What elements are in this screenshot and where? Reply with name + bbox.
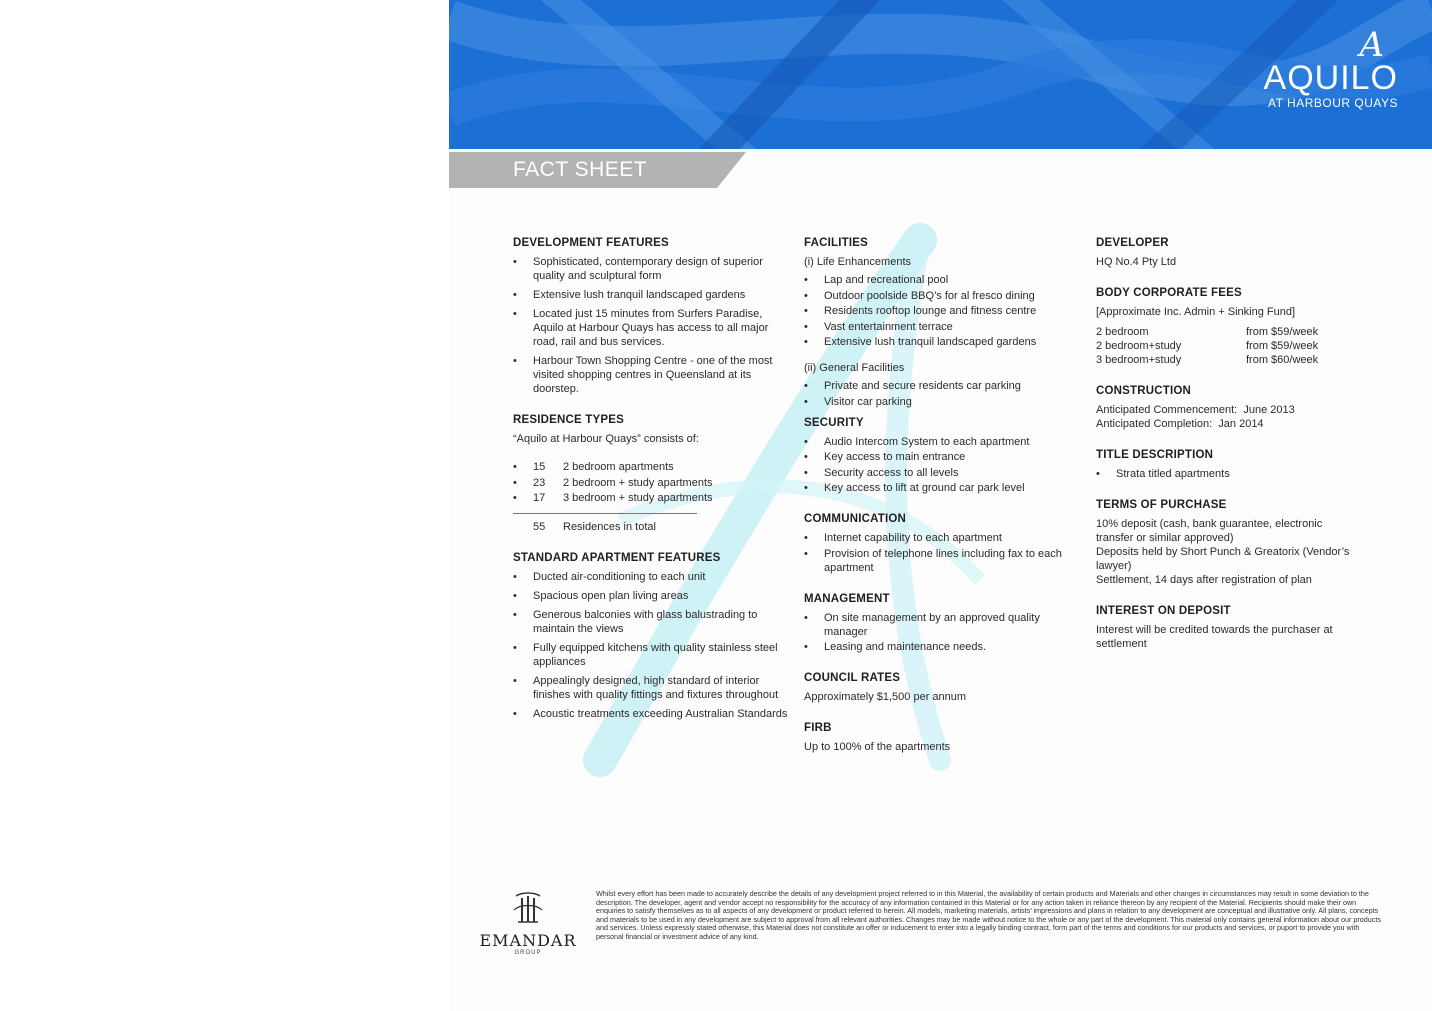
list-item: • On site management by an approved quality manager [804, 611, 1074, 639]
firb-value: Up to 100% of the apartments [804, 741, 951, 753]
list-item: • Ducted air-conditioning to each unit [513, 570, 793, 584]
list-item: • Residents rooftop lounge and fitness centre [804, 304, 1074, 318]
list-item: • Sophisticated, contemporary design of superior quality and sculptural form [513, 255, 793, 283]
fee-type: 3 bedroom+study [1096, 354, 1182, 366]
security-heading: SECURITY [804, 416, 864, 429]
development-features-section [513, 236, 793, 396]
developer-heading: DEVELOPER [1096, 237, 1169, 249]
list-item: • Provision of telephone lines including fax to each apartment [804, 547, 1074, 575]
management-heading: MANAGEMENT [804, 592, 890, 605]
facilities-section [804, 236, 1074, 409]
life-enhancements-label: (i) Life Enhancements [804, 256, 911, 268]
column-middle [804, 236, 1074, 771]
list-item: • Private and secure residents car parking [804, 379, 1074, 393]
security-section [804, 416, 1074, 496]
terms-heading: TERMS OF PURCHASE [1096, 499, 1227, 511]
council-rates-heading: COUNCIL RATES [804, 672, 901, 684]
communication-section [804, 512, 1074, 575]
list-item: • Vast entertainment terrace [804, 320, 1074, 334]
residence-types-heading: RESIDENCE TYPES [513, 414, 624, 426]
council-rates-value: Approximately $1,500 per annum [804, 691, 967, 703]
body-corporate-section [1096, 286, 1356, 367]
list-item: • Internet capability to each apartment [804, 531, 1074, 545]
disclaimer-text: Whilst every effort has been made to accurately describe the details of any development project referred to in this Material, the availability of certain products and Materials and other changes in circumstances may result in some deviation to the description. The developer, agent and vendor accept no responsibility for the accuracy of any information contained in this Material or for any action taken in reliance thereon by any recipient of the Material. Recipients should make their own enquiries to satisfy themselves as to all aspects of any development or product referred to herein. All models, marketing materials, artists’ impressions and plans in relation to any development are conceptual and illustrative only. All plans, concepts and materials to be used in any development are subject to approval from all relevant authorities. Changes may be made without notice to the whole or any part of the development. This material only contains general information about our products and services. Unless expressly stated otherwise, this Material does not constitute an offer or inducement to enter into a legally binding contract, form part of the terms and conditions for our products and services, or puport to provide you with personal financial or investment advice of any kind. [596, 889, 1381, 941]
fee-type: 2 bedroom+study [1096, 340, 1182, 352]
list-item: • Fully equipped kitchens with quality stainless steel appliances [513, 641, 793, 669]
residence-types-section [513, 413, 793, 534]
residence-label: 3 bedroom + study apartments [563, 492, 713, 504]
facilities-heading: FACILITIES [804, 237, 868, 249]
emandar-emblem-icon [508, 892, 548, 926]
title-description-heading: TITLE DESCRIPTION [1096, 449, 1214, 461]
fact-sheet-bar [449, 152, 749, 188]
general-facilities-label: (ii) General Facilities [804, 362, 905, 374]
body-corporate-heading: BODY CORPORATE FEES [1096, 287, 1242, 299]
terms-line: Deposits held by Short Punch & Greatorix (Vendor’s lawyer) [1096, 546, 1350, 572]
fee-row [1096, 339, 1356, 353]
construction-heading: CONSTRUCTION [1096, 385, 1192, 397]
residence-count: • 17 [533, 492, 546, 504]
list-item: • Spacious open plan living areas [513, 589, 793, 603]
residences-total [513, 513, 697, 534]
column-right [1096, 236, 1356, 668]
communication-heading: COMMUNICATION [804, 513, 907, 525]
firb-heading: FIRB [804, 722, 832, 734]
residences-total-label: Residences in total [563, 521, 656, 533]
standard-features-heading: STANDARD APARTMENT FEATURES [513, 552, 721, 564]
header-banner [449, 0, 1432, 149]
terms-line: 10% deposit (cash, bank guarantee, electronic transfer or similar approved) [1096, 518, 1323, 544]
terms-section [1096, 498, 1356, 587]
firb-section [804, 721, 1074, 754]
aquilo-logo [1263, 25, 1398, 110]
aquilo-logo-mark: A [1359, 25, 1384, 65]
list-item: • Appealingly designed, high standard of interior finishes with quality fittings and fixtures throughout [513, 674, 793, 702]
fee-amount: from $59/week [1246, 326, 1319, 338]
fee-row [1096, 353, 1356, 367]
construction-section [1096, 384, 1356, 431]
council-rates-section [804, 671, 1074, 704]
interest-value: Interest will be credited towards the purchaser at settlement [1096, 624, 1333, 650]
list-item: • Generous balconies with glass balustrading to maintain the views [513, 608, 793, 636]
list-item: • Audio Intercom System to each apartment [804, 435, 1074, 449]
interest-heading: INTEREST ON DEPOSIT [1096, 605, 1231, 617]
list-item: • Visitor car parking [804, 395, 1074, 409]
residence-types-intro: “Aquilo at Harbour Quays” consists of: [513, 433, 699, 445]
title-description-section [1096, 448, 1356, 481]
list-item: • Key access to main entrance [804, 450, 1074, 464]
terms-line: Settlement, 14 days after registration of plan [1096, 574, 1312, 586]
aquilo-logo-sub: AT HARBOUR QUAYS [1267, 96, 1398, 110]
list-item: • Leasing and maintenance needs. [804, 640, 1074, 654]
residences-total-count: 55 [533, 521, 546, 533]
list-item: • Located just 15 minutes from Surfers Paradise, Aquilo at Harbour Quays has access to all major road, rail and bus services. [513, 307, 793, 349]
construction-completion: Anticipated Completion: Jan 2014 [1096, 418, 1264, 430]
column-left [513, 236, 793, 738]
developer-section [1096, 236, 1356, 269]
list-item [513, 476, 793, 490]
management-section [804, 592, 1074, 655]
list-item: • Extensive lush tranquil landscaped gardens [513, 288, 793, 302]
list-item: • Key access to lift at ground car park level [804, 481, 1074, 495]
interest-section [1096, 604, 1356, 651]
list-item: • Acoustic treatments exceeding Australian Standards [513, 707, 793, 721]
body-corporate-note: [Approximate Inc. Admin + Sinking Fund] [1096, 306, 1296, 318]
standard-features-section [513, 551, 793, 721]
list-item: • Outdoor poolside BBQ’s for al fresco dining [804, 289, 1074, 303]
list-item: • Lap and recreational pool [804, 273, 1074, 287]
list-item: • Strata titled apartments [1096, 467, 1356, 481]
list-item: • Extensive lush tranquil landscaped gardens [804, 335, 1074, 349]
list-item: • Harbour Town Shopping Centre - one of the most visited shopping centres in Queensland at its doorstep. [513, 354, 793, 396]
fee-row [1096, 325, 1356, 339]
residence-label: 2 bedroom + study apartments [563, 476, 713, 489]
construction-commencement: Anticipated Commencement: June 2013 [1096, 404, 1295, 416]
fact-sheet-title: FACT SHEET [513, 158, 648, 181]
developer-value: HQ No.4 Pty Ltd [1096, 256, 1177, 268]
emandar-name: EMANDAR [479, 931, 577, 950]
emandar-group: GROUP [514, 950, 542, 956]
residence-label: 2 bedroom apartments [563, 461, 674, 473]
list-item: • Security access to all levels [804, 466, 1074, 480]
fee-type: 2 bedroom [1096, 326, 1149, 338]
residence-count: • 15 [533, 461, 546, 473]
fee-amount: from $59/week [1246, 340, 1319, 352]
emandar-logo [478, 892, 578, 956]
aquilo-logo-name: AQUILO [1263, 59, 1398, 97]
residence-count: • 23 [533, 476, 546, 489]
development-features-heading: DEVELOPMENT FEATURES [513, 237, 669, 249]
fee-amount: from $60/week [1246, 354, 1319, 366]
list-item [513, 460, 793, 474]
list-item [513, 491, 793, 505]
